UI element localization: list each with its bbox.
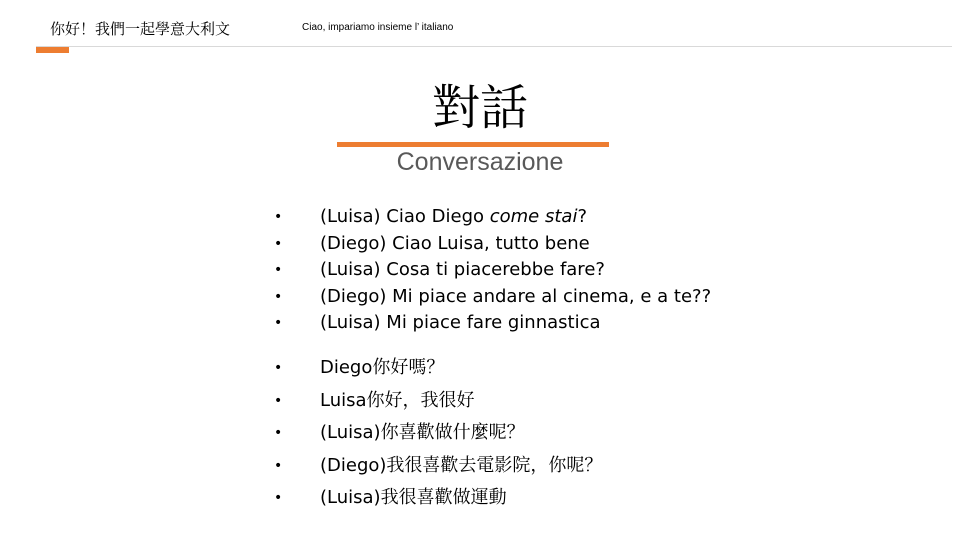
list-item [274, 352, 602, 385]
dialogue-line-end: ? [577, 206, 588, 227]
list-item [274, 257, 711, 284]
bullet-icon: • [274, 425, 283, 442]
bullet-icon: • [274, 209, 283, 225]
bullet-icon: • [274, 315, 283, 331]
chinese-dialogue-list [274, 352, 602, 515]
list-item [274, 417, 602, 450]
list-item [274, 482, 602, 515]
list-item [274, 385, 602, 418]
dialogue-line: Diego你好嗎？ [320, 357, 445, 378]
bullet-icon: • [274, 392, 283, 409]
list-item [274, 231, 711, 258]
slide-title: 對話 [431, 80, 528, 136]
bullet-icon: • [274, 262, 283, 278]
list-item [274, 310, 711, 337]
italian-dialogue-list [274, 204, 711, 337]
dialogue-line: (Diego) Mi piace andare al cinema, e a te?? [320, 285, 712, 307]
list-item [274, 450, 602, 483]
dialogue-line: (Luisa)你喜歡做什麼呢？ [320, 422, 525, 444]
dialogue-line: Luisa你好，我很好 [320, 389, 475, 411]
dialogue-line: (Luisa) Mi piace fare ginnastica [320, 312, 601, 333]
bullet-icon: • [274, 235, 283, 252]
dialogue-line: (Luisa) Cosa ti piacerebbe fare? [320, 259, 605, 280]
list-item [274, 204, 711, 231]
bullet-icon: • [274, 360, 283, 376]
dialogue-emphasis: come stai [489, 206, 578, 227]
header-accent-bar [36, 47, 69, 53]
bullet-icon: • [274, 457, 283, 474]
title-underline [337, 142, 609, 147]
header-title: 你好！我們一起學意大利文 [50, 20, 231, 38]
header-divider [36, 46, 952, 47]
bullet-icon: • [274, 490, 283, 507]
bullet-icon: • [274, 288, 283, 305]
dialogue-line: (Luisa) Ciao Diego [320, 206, 490, 227]
list-item [274, 284, 711, 311]
dialogue-line: (Diego)我很喜歡去電影院，你呢？ [320, 454, 603, 476]
dialogue-line: (Luisa)我很喜歡做運動 [320, 487, 507, 509]
header-subtitle: Ciao, impariamo insieme l’ italiano [302, 22, 454, 33]
dialogue-line: (Diego) Ciao Luisa, tutto bene [320, 232, 590, 254]
slide-subtitle: Conversazione [396, 148, 564, 176]
